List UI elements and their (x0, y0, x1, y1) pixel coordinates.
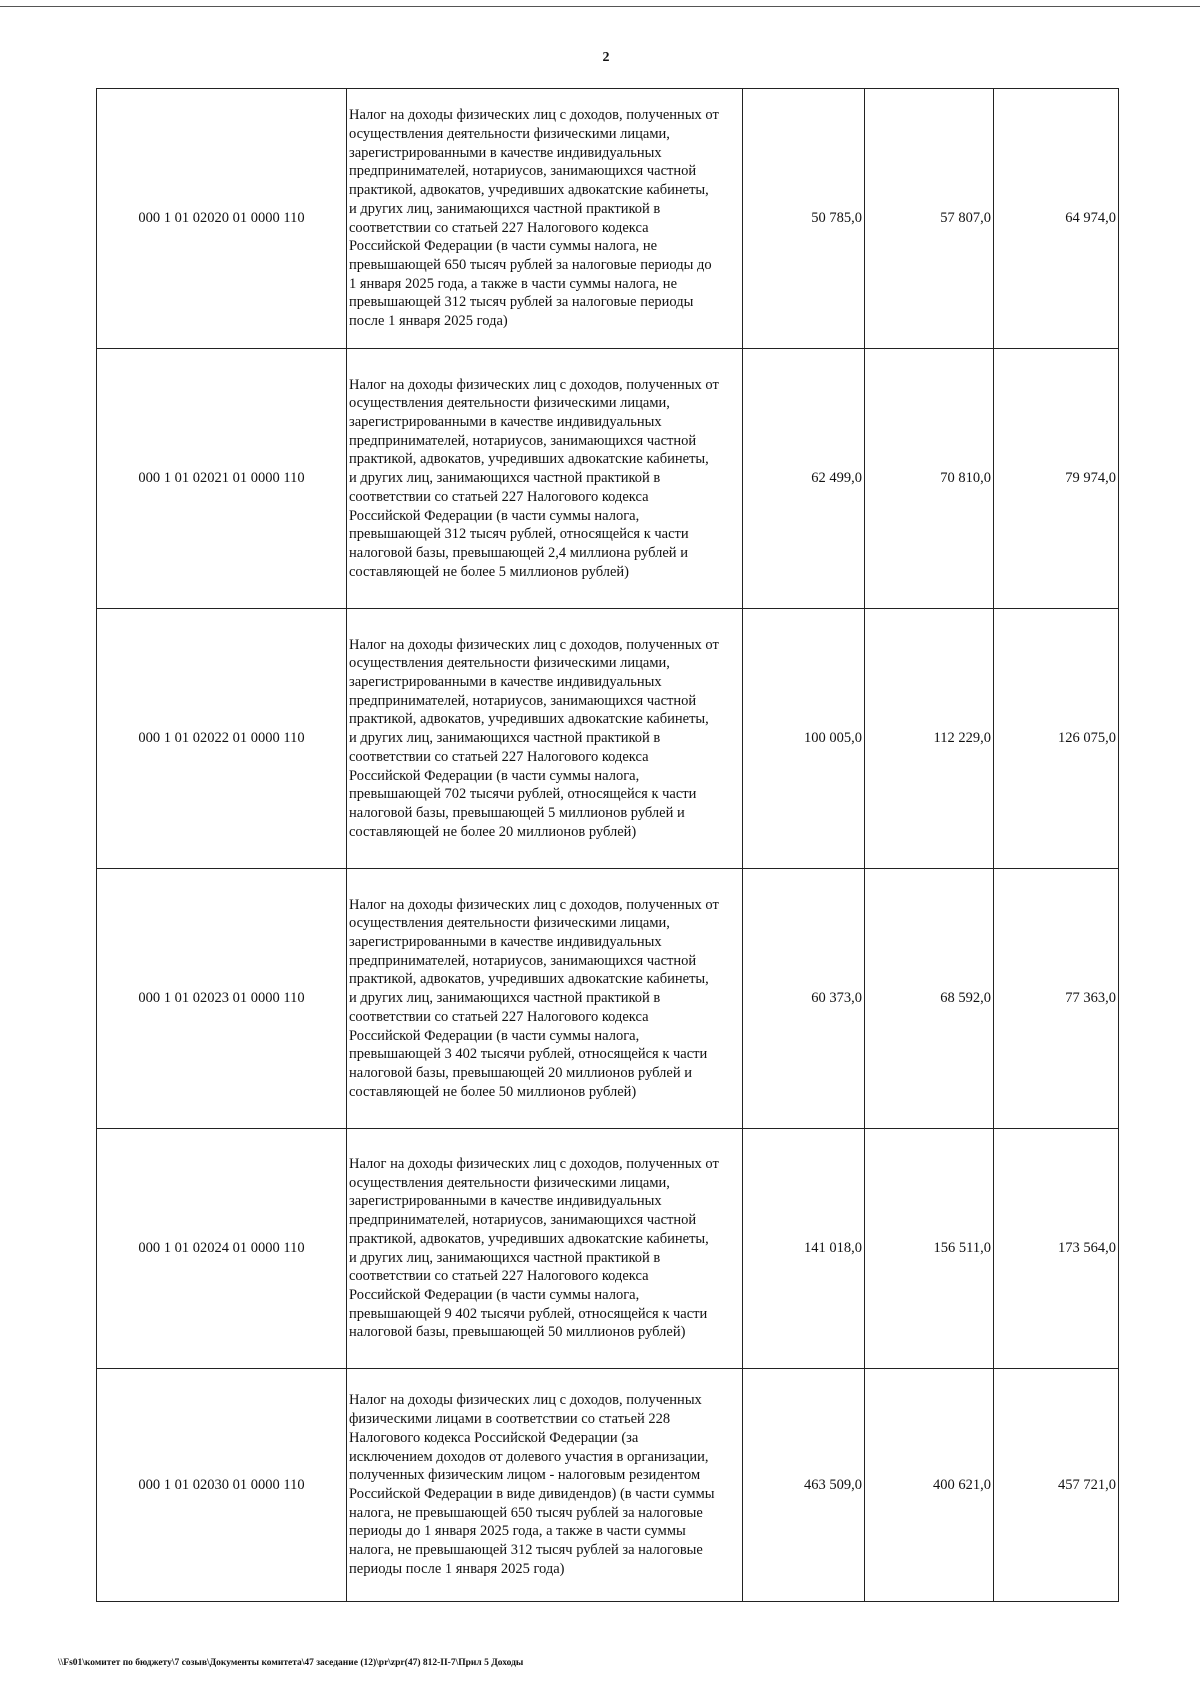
income-name-line: Российской Федерации (в части суммы налога, не (349, 238, 658, 255)
income-name-line: налоговой базы, превышающей 2,4 миллиона рублей и (349, 544, 688, 561)
income-name-line: зарегистрированными в качестве индивидуальных (349, 414, 662, 431)
income-name-line: предпринимателей, нотариусов, занимающихся частной (349, 163, 697, 180)
income-name-line: превышающей 3 402 тысячи рублей, относящейся к части (349, 1046, 708, 1063)
income-name-line: зарегистрированными в качестве индивидуальных (349, 1193, 662, 1210)
amount-year-3-cell: 457 721,0 (994, 1369, 1119, 1602)
income-name-line: осуществления деятельности физическими лицами, (349, 655, 670, 672)
income-name-line: Налог на доходы физических лиц с доходов, полученных от (349, 1155, 719, 1172)
income-name-line: 1 января 2025 года, а также в части суммы налога, не (349, 275, 678, 292)
income-name-line: полученных физическим лицом - налоговым резидентом (349, 1467, 701, 1484)
income-name-line: Налог на доходы физических лиц с доходов, полученных (349, 1392, 702, 1409)
top-rule (0, 6, 1200, 7)
income-name-line: практикой, адвокатов, учредивших адвокатские кабинеты, (349, 1230, 709, 1247)
income-name-line: зарегистрированными в качестве индивидуальных (349, 144, 662, 161)
income-name-line: Налог на доходы физических лиц с доходов, полученных от (349, 376, 719, 393)
income-name-line: составляющей не более 20 миллионов рублей) (349, 823, 637, 840)
income-name-line: составляющей не более 50 миллионов рублей) (349, 1083, 637, 1100)
income-name-line: осуществления деятельности физическими лицами, (349, 915, 670, 932)
table-row (97, 89, 1119, 349)
income-name-line: превышающей 702 тысячи рублей, относящейся к части (349, 786, 697, 803)
income-name-line: зарегистрированными в качестве индивидуальных (349, 934, 662, 951)
amount-year-2-cell: 68 592,0 (865, 869, 994, 1129)
amount-year-2-cell: 112 229,0 (865, 609, 994, 869)
income-name-line: Российской Федерации (в части суммы налога, (349, 1286, 640, 1303)
table-row (97, 609, 1119, 869)
amount-year-1-cell: 62 499,0 (743, 349, 865, 609)
income-name-line: превышающей 9 402 тысячи рублей, относящейся к части (349, 1305, 708, 1322)
income-name-line: периоды после 1 января 2025 года) (349, 1560, 565, 1577)
income-name-line: превышающей 312 тысяч рублей, относящейся к части (349, 526, 689, 543)
budget-code-cell: 000 1 01 02021 01 0000 110 (97, 349, 347, 609)
income-name-line: и других лиц, занимающихся частной практикой в (349, 1249, 661, 1266)
income-name-line: соответствии со статьей 227 Налогового кодекса (349, 1008, 649, 1025)
table-row (97, 869, 1119, 1129)
amount-year-3-cell: 126 075,0 (994, 609, 1119, 869)
income-name-line: налоговой базы, превышающей 20 миллионов рублей и (349, 1064, 692, 1081)
income-name-line: периоды до 1 января 2025 года, а также в части суммы (349, 1523, 686, 1540)
page-number: 2 (602, 50, 610, 65)
income-name-line: Российской Федерации (в части суммы налога, (349, 767, 640, 784)
income-name-line: Российской Федерации в виде дивидендов) (в части суммы (349, 1486, 715, 1502)
income-table (96, 88, 1119, 1602)
budget-code-cell: 000 1 01 02030 01 0000 110 (97, 1369, 347, 1602)
income-name-line: и других лиц, занимающихся частной практикой в (349, 200, 661, 217)
income-name-line: осуществления деятельности физическими лицами, (349, 395, 670, 412)
income-name-line: налога, не превышающей 312 тысяч рублей за налоговые (349, 1542, 703, 1559)
income-name-line: практикой, адвокатов, учредивших адвокатские кабинеты, (349, 182, 709, 199)
table-row (97, 1129, 1119, 1369)
amount-year-3-cell: 64 974,0 (994, 89, 1119, 349)
income-name-line: налоговой базы, превышающей 50 миллионов рублей) (349, 1324, 686, 1341)
amount-year-3-cell: 77 363,0 (994, 869, 1119, 1129)
amount-year-2-cell: 400 621,0 (865, 1369, 994, 1602)
amount-year-2-cell: 70 810,0 (865, 349, 994, 609)
income-name-line: превышающей 650 тысяч рублей за налоговые периоды до (349, 256, 712, 273)
income-name-line: физическими лицами в соответствии со статьей 228 (349, 1411, 671, 1428)
income-name-line: зарегистрированными в качестве индивидуальных (349, 674, 662, 691)
income-name-line: предпринимателей, нотариусов, занимающихся частной (349, 952, 697, 969)
income-name-line: предпринимателей, нотариусов, занимающихся частной (349, 692, 697, 709)
income-name-cell (347, 89, 743, 349)
amount-year-1-cell: 141 018,0 (743, 1129, 865, 1369)
amount-year-2-cell: 156 511,0 (865, 1129, 994, 1369)
income-name-cell (347, 1369, 743, 1602)
income-name-line: Налог на доходы физических лиц с доходов, полученных от (349, 896, 719, 913)
table-row (97, 1369, 1119, 1602)
income-name-cell (347, 609, 743, 869)
income-name-line: Налог на доходы физических лиц с доходов, полученных от (349, 107, 719, 124)
income-name-line: Российской Федерации (в части суммы налога, (349, 1027, 640, 1044)
income-name-line: после 1 января 2025 года) (349, 313, 508, 330)
footer-file-path: \\Fs01\комитет по бюджету\7 созыв\Документы комитета\47 заседание (12)\pr\zpr(47) 812-II-7\Прил 5 Доходы (58, 1658, 524, 1668)
income-name-line: составляющей не более 5 миллионов рублей) (349, 563, 629, 580)
income-name-line: и других лиц, занимающихся частной практикой в (349, 990, 661, 1007)
table-row (97, 349, 1119, 609)
amount-year-3-cell: 79 974,0 (994, 349, 1119, 609)
budget-code-cell: 000 1 01 02024 01 0000 110 (97, 1129, 347, 1369)
income-name-line: предпринимателей, нотариусов, занимающихся частной (349, 432, 697, 449)
amount-year-1-cell: 100 005,0 (743, 609, 865, 869)
income-name-line: практикой, адвокатов, учредивших адвокатские кабинеты, (349, 711, 709, 728)
income-name-line: практикой, адвокатов, учредивших адвокатские кабинеты, (349, 971, 709, 988)
income-name-line: Налогового кодекса Российской Федерации (за (349, 1429, 639, 1446)
income-name-line: исключением доходов от долевого участия в организации, (349, 1448, 709, 1465)
amount-year-1-cell: 463 509,0 (743, 1369, 865, 1602)
amount-year-2-cell: 57 807,0 (865, 89, 994, 349)
income-name-line: налоговой базы, превышающей 5 миллионов рублей и (349, 804, 685, 821)
budget-code-cell: 000 1 01 02022 01 0000 110 (97, 609, 347, 869)
income-name-line: превышающей 312 тысяч рублей за налоговые периоды (349, 294, 694, 311)
income-name-line: соответствии со статьей 227 Налогового кодекса (349, 488, 649, 505)
income-name-cell (347, 1129, 743, 1369)
budget-code-cell: 000 1 01 02023 01 0000 110 (97, 869, 347, 1129)
amount-year-1-cell: 60 373,0 (743, 869, 865, 1129)
income-name-line: Российской Федерации (в части суммы налога, (349, 507, 640, 524)
income-name-line: осуществления деятельности физическими лицами, (349, 125, 670, 142)
income-name-cell (347, 349, 743, 609)
income-name-line: соответствии со статьей 227 Налогового кодекса (349, 1268, 649, 1285)
income-name-line: предпринимателей, нотариусов, занимающихся частной (349, 1212, 697, 1229)
income-name-line: практикой, адвокатов, учредивших адвокатские кабинеты, (349, 451, 709, 468)
budget-code-cell: 000 1 01 02020 01 0000 110 (97, 89, 347, 349)
income-name-line: осуществления деятельности физическими лицами, (349, 1174, 670, 1191)
income-name-cell (347, 869, 743, 1129)
income-name-line: и других лиц, занимающихся частной практикой в (349, 730, 661, 747)
income-name-line: соответствии со статьей 227 Налогового кодекса (349, 748, 649, 765)
income-name-line: налога, не превышающей 650 тысяч рублей за налоговые (349, 1504, 703, 1521)
amount-year-3-cell: 173 564,0 (994, 1129, 1119, 1369)
income-name-line: соответствии со статьей 227 Налогового кодекса (349, 219, 649, 236)
income-name-line: и других лиц, занимающихся частной практикой в (349, 470, 661, 487)
income-name-line: Налог на доходы физических лиц с доходов, полученных от (349, 636, 719, 653)
amount-year-1-cell: 50 785,0 (743, 89, 865, 349)
